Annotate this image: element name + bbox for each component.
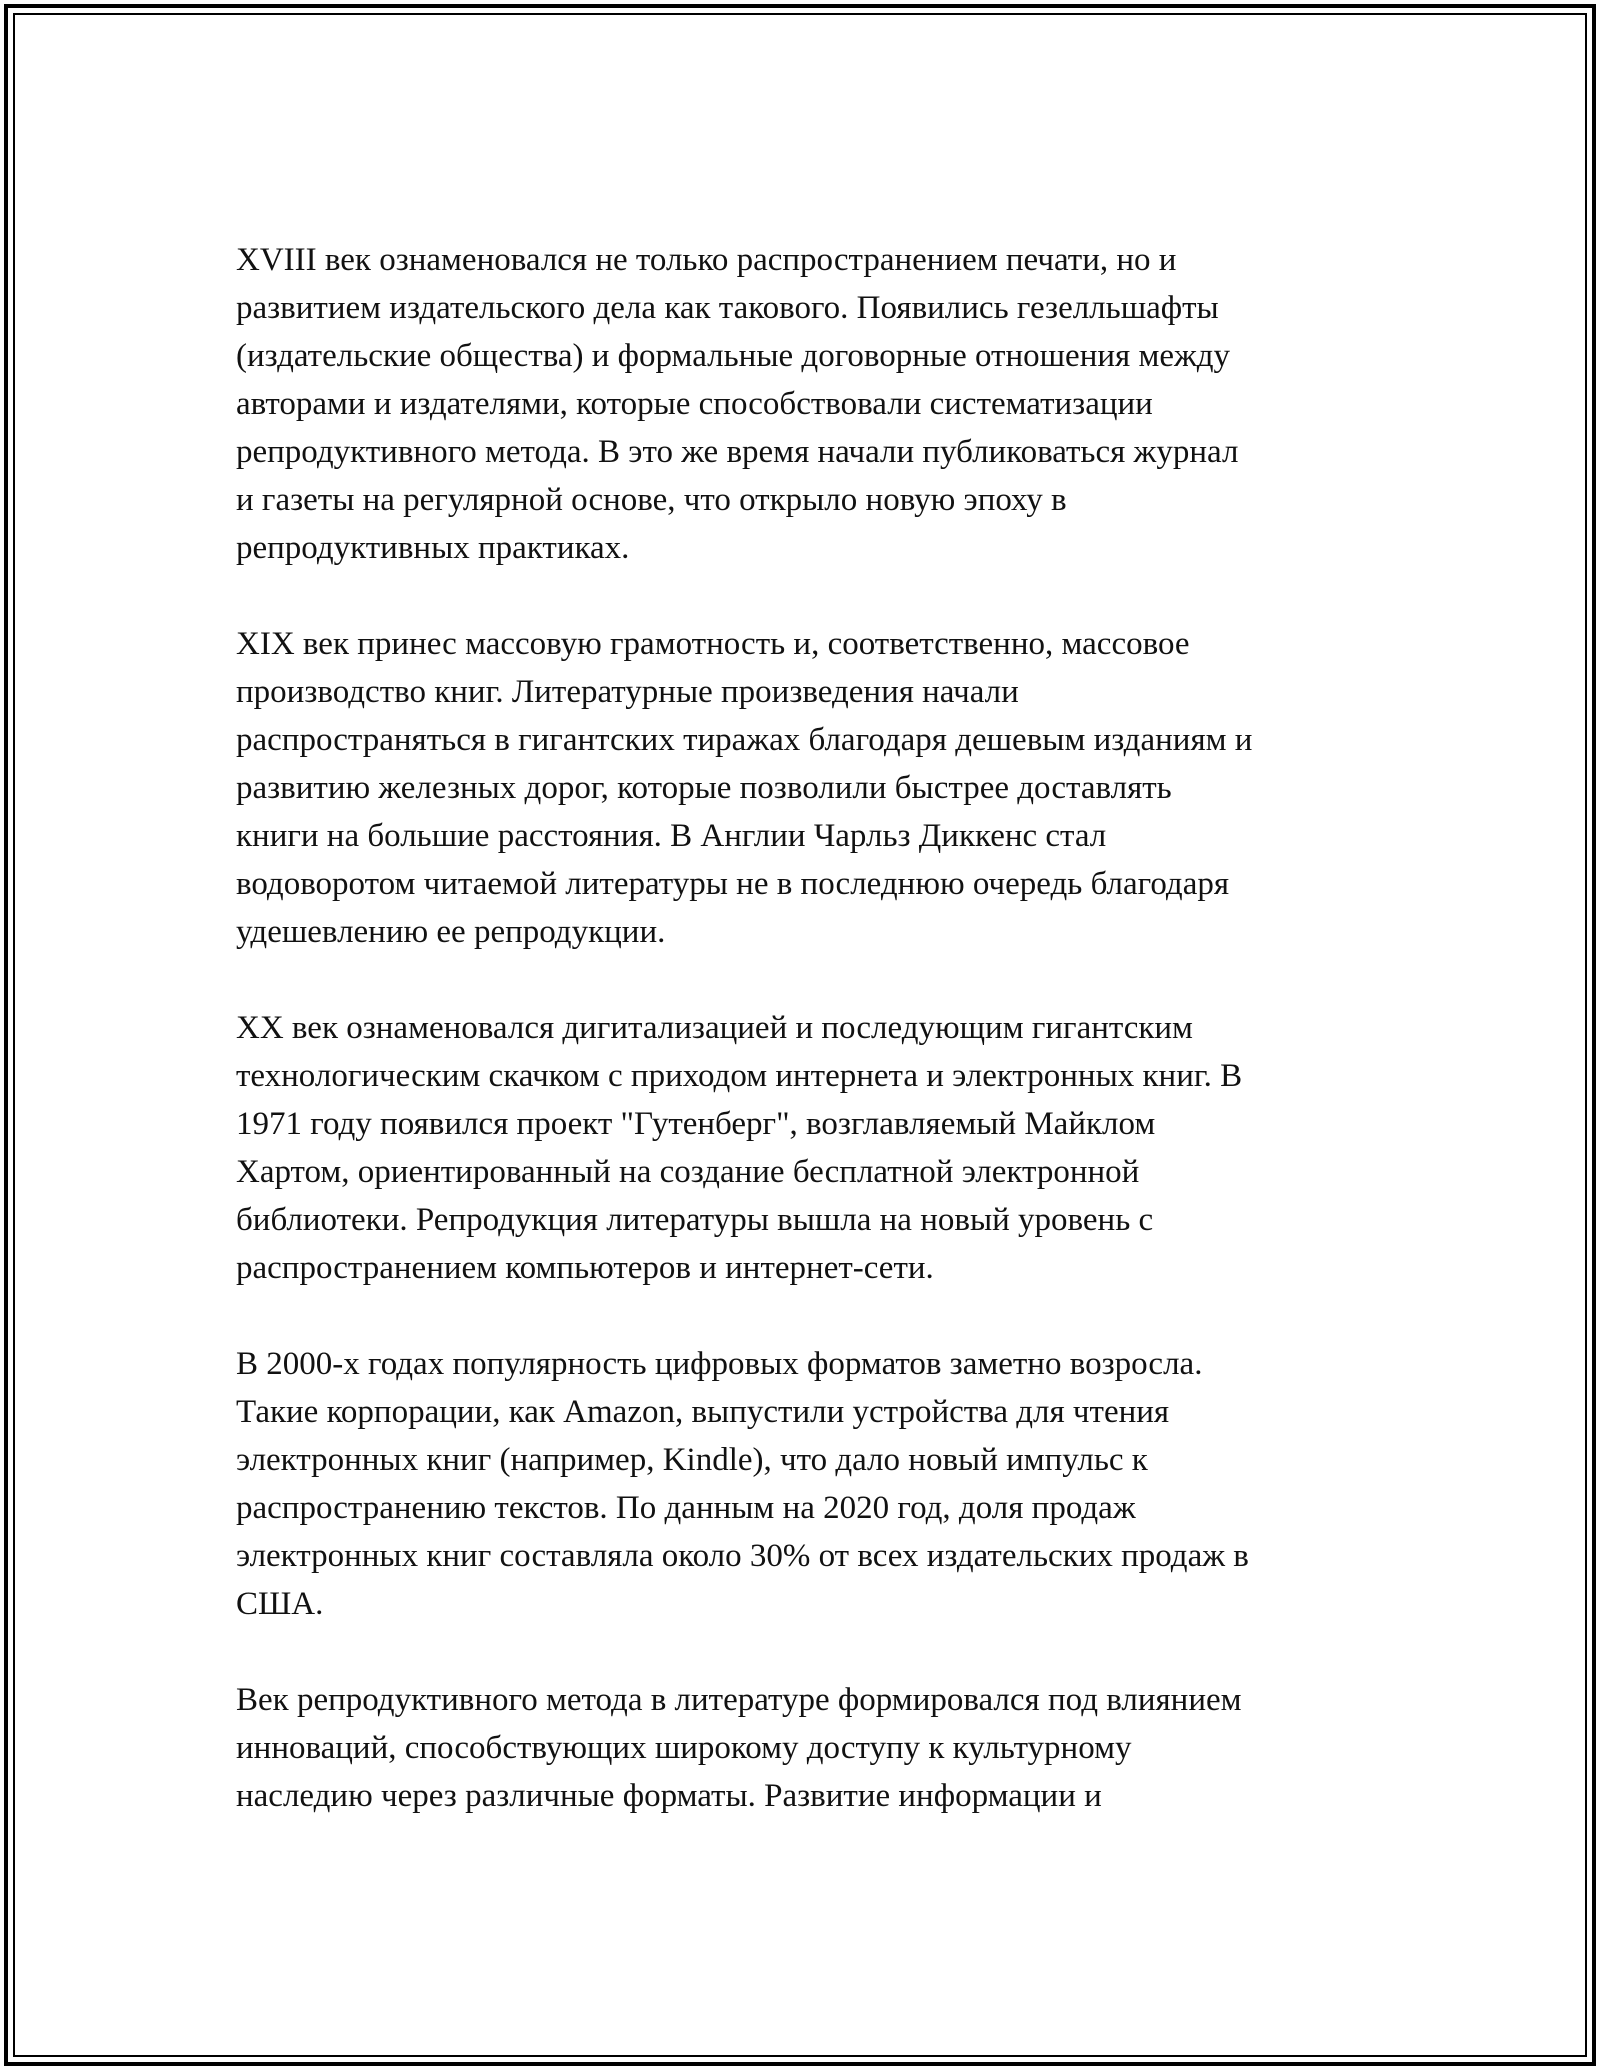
- paragraph-19th-century: XIX век принес массовую грамотность и, соответственно, массовое производство книг. Литературные произведения начали распространяться в гигантских тиражах благодаря дешевым изданиям и развитию железных дорог, которые позволили быстрее доставлять книги на большие расстояния. В Англии Чарльз Диккенс стал водоворотом читаемой литературы не в последнюю очередь благодаря удешевлению ее репродукции.: [236, 626, 1253, 950]
- document-body: [236, 236, 1386, 1820]
- paragraph-2000s: В 2000-х годах популярность цифровых форматов заметно возросла. Такие корпорации, как Amazon, выпустили устройства для чтения электронных книг (например, Kindle), что дало новый импульс к распространению текстов. По данным на 2020 год, доля продаж электронных книг составляла около 30% от всех издательских продаж в США.: [236, 1346, 1249, 1622]
- paragraph-20th-century: XX век ознаменовался дигитализацией и последующим гигантским технологическим скачком с приходом интернета и электронных книг. В 1971 году появился проект "Гутенберг", возглавляемый Майклом Хартом, ориентированный на создание бесплатной электронной библиотеки. Репродукция литературы вышла на новый уровень с распространением компьютеров и интернет-сети.: [236, 1010, 1243, 1286]
- paragraph-conclusion: Век репродуктивного метода в литературе формировался под влиянием инноваций, способствующих широкому доступу к культурному наследию через различные форматы. Развитие информации и: [236, 1682, 1242, 1814]
- paragraph-18th-century: XVIII век ознаменовался не только распространением печати, но и развитием издательского дела как такового. Появились гезелльшафты (издательские общества) и формальные договорные отношения между авторами и издателями, которые способствовали систематизации репродуктивного метода. В это же время начали публиковаться журнал и газеты на регулярной основе, что открыло новую эпоху в репродуктивных практиках.: [236, 242, 1239, 566]
